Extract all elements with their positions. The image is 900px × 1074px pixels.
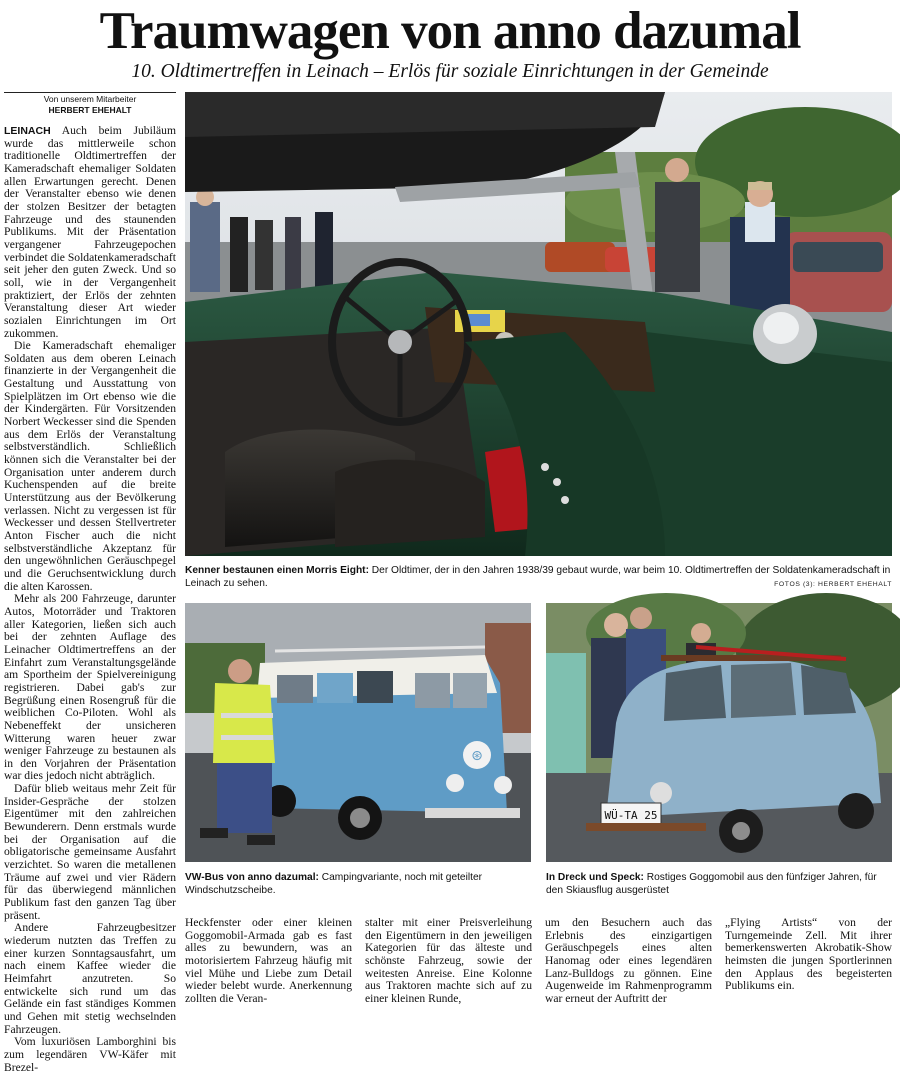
- caption-vw-bus: [185, 871, 531, 897]
- svg-text:⊛: ⊛: [471, 748, 483, 764]
- license-plate: WÜ-TA 25: [604, 809, 658, 822]
- paragraph-6: Vom luxuriösen Lamborghini bis zum legendären VW-Käfer mit Brezel-: [4, 1035, 176, 1074]
- bottom-column-4: „Flying Artists“ von der Turngemeinde Zell. Mit ihrer bemerkenswerten Akrobatik-Show heimsten die jungen Sportlerinnen den Applaus des begeisterten Publikums ein.: [725, 916, 892, 993]
- caption-goggomobil-title: In Dreck und Speck:: [546, 872, 644, 883]
- paragraph-5: Andere Fahrzeugbesitzer wiederum nutzten das Treffen zu einer kurzen Sonntagsausfahrt, um nach einem Kaffee wieder die Heimfahrt anzutreten. So entwickelte sich rund um das Gelände ein fast ständiges Kommen und Gehen mit stetig wechselnden Fahrzeugen.: [4, 921, 176, 1036]
- caption-vw-bus-text: Campingvariante, noch mit geteilter Windschutzscheibe.: [185, 872, 483, 896]
- paragraph-2: Die Kameradschaft ehemaliger Soldaten aus dem oberen Leinach finanzierte in der Vergangenheit die Gestaltung und Ausstattung von Spielplätzen im Ort ebenso wie die der Kindergärten. Für Vorsitzenden Norbert Weckesser sind die Spenden aus dem Erlös der Veranstaltung selbstverständlich. Schließlich können sich die Veranstalter bei der Organisation unter anderem durch Kuchenspenden auf die breite Unterstützung aus der Bevölkerung verlassen. Nicht zu vergessen ist für Weckesser und dessen Stellvertreter Anton Fischer auch die nicht selbstverständliche Akzeptanz für den ungewöhnlichen Geräuschpegel und die Geruchsentwicklung durch die alten Karossen.: [4, 339, 176, 593]
- bottom-column-3: um den Besuchern auch das Erlebnis des einzigartigen Geräuschpegels eines alten Hanomag oder eines legendären Lanz-Bulldogs zu gönnen. Eine Augenweide im Rahmenprogramm war erneut der Auftritt der: [545, 916, 712, 1005]
- byline: [4, 92, 176, 116]
- byline-author: HERBERT EHEHALT: [48, 105, 132, 115]
- caption-morris-eight-text: Der Oldtimer, der in den Jahren 1938/39 gebaut wurde, war beim 10. Oldtimertreffen der Soldatenkameradschaft in Leinach zu sehen.: [185, 565, 891, 589]
- photo-credit: FOTOS (3): HERBERT EHEHALT: [774, 581, 892, 588]
- headline: Traumwagen von anno dazumal: [99, 2, 801, 60]
- photo-goggomobil: [546, 603, 892, 862]
- bottom-column-2: stalter mit einer Preisverleihung den Eigentümern in den jeweiligen Kategorien für das älteste und schönste Fahrzeug, sowie der weitesten Anreise. Eine Kolonne aus Traktoren machte sich auf zu einer kleinen Runde,: [365, 916, 532, 1005]
- bottom-column-1: Heckfenster oder einer kleinen Goggomobil-Armada gab es fast alles zu bewundern, was an motorisiertem Fahrzeug häufig mit viel Mühe und Liebe zum Detail wieder belebt wurde. Anerkennung zollten die Veran-: [185, 916, 352, 1005]
- paragraph-1: LEINACH Auch beim Jubiläum wurde das mittlerweile schon traditionelle Oldtimertreffen der Kameradschaft ehemaliger Soldaten allen Erwartungen gerecht. Denen der Veranstalter ebenso wie denen der stolzen Besitzer der betagten Fahrzeuge und des staunenden Publikums. Mit der Präsentation vergangener Fahrzeugepochen verbindet die Soldatenkameradschaft seit jeher den guten Zweck. Und so soll, wie in der Vergangenheit praktiziert, der Erlös der zehnten Veranstaltung dieser Art wieder sozialen Einrichtungen im Ort zukommen.: [4, 124, 176, 340]
- caption-morris-eight-title: Kenner bestaunen einen Morris Eight:: [185, 565, 369, 576]
- left-text-column: [4, 124, 176, 1074]
- photo-morris-eight: [185, 92, 892, 556]
- photo-vw-bus: [185, 603, 531, 862]
- subheadline: 10. Oldtimertreffen in Leinach – Erlös für soziale Einrichtungen in der Gemeinde: [131, 61, 769, 82]
- caption-goggomobil: [546, 871, 892, 897]
- byline-label: Von unserem Mitarbeiter: [43, 94, 137, 104]
- paragraph-3: Mehr als 200 Fahrzeuge, darunter Autos, Motorräder und Traktoren aller Kategorien, ließen sich auch bei der zehnten Auflage des Leinacher Oldtimertreffens an der Einfahrt zum Veranstaltungsgelände am Sportheim der Spielvereinigung registrieren. Dabei gab's zur Begrüßung einen Rosengruß für die weiblichen Co-Piloten. Wohl als Nebeneffekt der unsicheren Witterung waren heuer zwar weniger Fahrzeuge zu bestaunen als in den Vorjahren der Präsentation war dies jedoch nicht abträglich.: [4, 592, 176, 783]
- paragraph-4: Dafür blieb weitaus mehr Zeit für Insider-Gespräche der stolzen Eigentümer mit den zahlreichen Bewunderern. Denn erstmals wurde bei der Organisation auf die obligatorische gemeinsame Ausfahrt verzichtet. So waren die metallenen Träume auf zwei und vier Rädern für das überwiegend männlichen Publikum fast den ganzen Tag über präsent.: [4, 782, 176, 922]
- dateline: LEINACH: [4, 125, 51, 137]
- caption-vw-bus-title: VW-Bus von anno dazumal:: [185, 872, 319, 883]
- caption-goggomobil-text: Rostiges Goggomobil aus den fünfziger Jahren, für den Skiausflug ausgerüstet: [546, 872, 877, 896]
